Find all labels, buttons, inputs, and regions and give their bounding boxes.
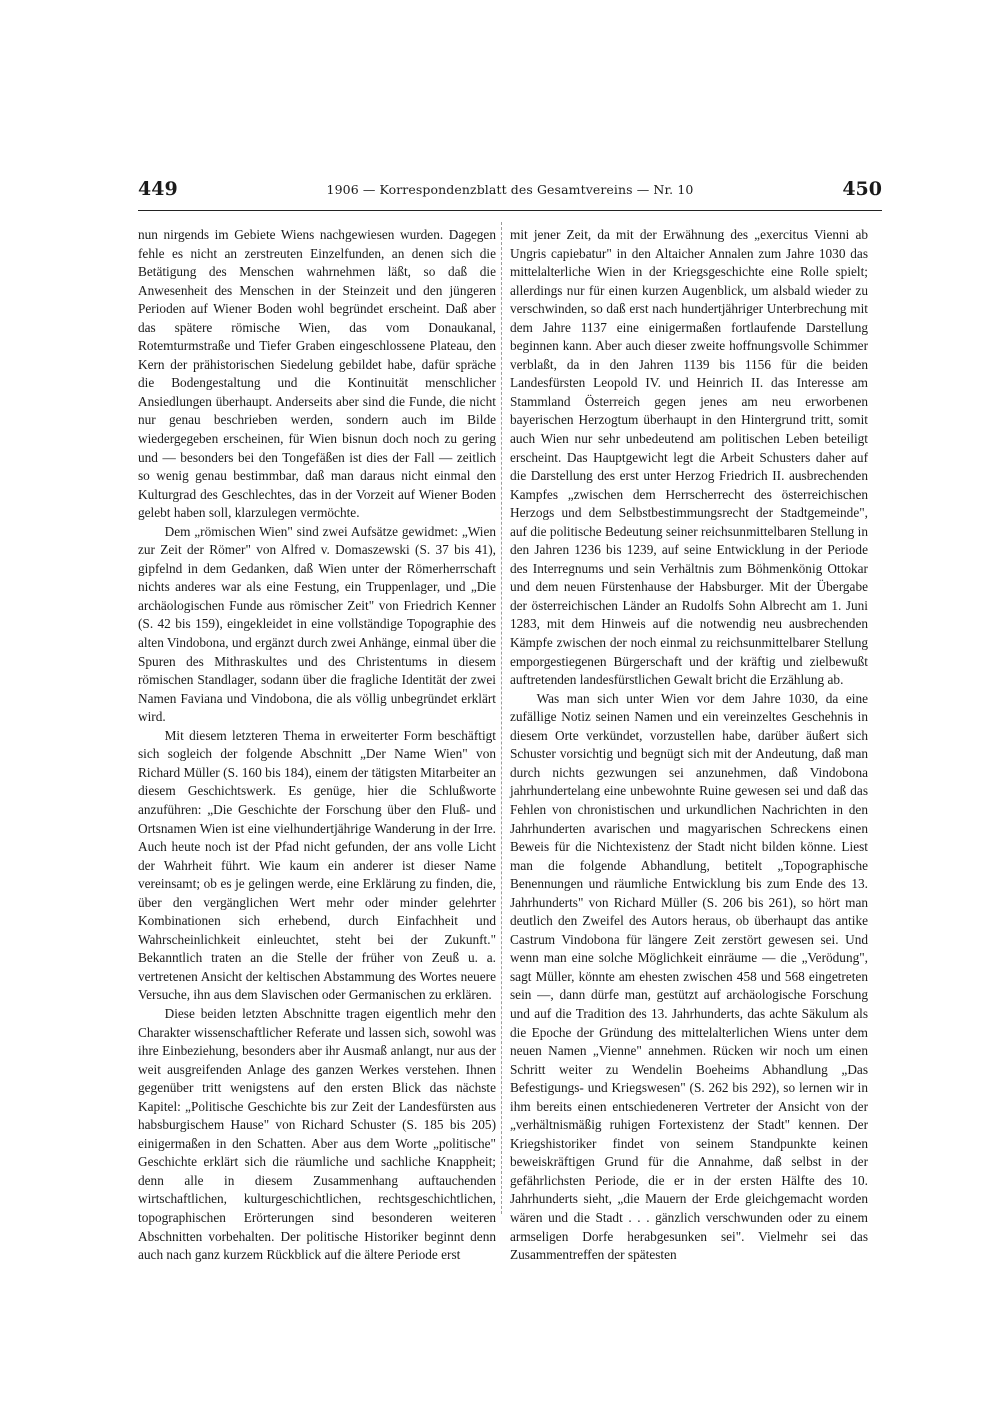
- page-number-right: 450: [842, 178, 882, 200]
- paragraph: mit jener Zeit, da mit der Erwähnung des „exercitus Vienni ab Ungris capiebatur" in den Altaicher Annalen zum Jahre 1030 das mittelalterliche Wien in der Kriegsgeschichte eine Rolle spielt; allerdings nur für einen kurzen Augenblick, um alsbald wieder zu verschwinden, so daß erst nach hundertjähriger Unterbrechung mit dem Jahre 1137 eine einigermaßen fortlaufende Darstellung beginnen kann. Aber auch dieser zweite hoffnungsvolle Schimmer verblaßt, da in den Jahren 1139 bis 1156 für die beiden Landesfürsten Leopold IV. und Heinrich II. das Interesse am Stammland Österreich gegen jenes am neu erworbenen bayerischen Herzogtum überhaupt in den Hintergrund tritt, somit auch Wien nur sehr unbedeutend am politischen Leben beteiligt erscheint. Das Hauptgewicht legt die Arbeit Schusters daher auf die Darstellung des erst unter Herzog Friedrich II. ausbrechenden Kampfes „zwischen dem Herrscherrecht des österreichischen Herzogs und dem Selbstbestimmungsrecht der Stadtgemeinde", auf die politische Bedeutung seiner reichsunmittelbaren Stellung in den Jahren 1236 bis 1239, auf seine Entwicklung in der Periode des Interregnums und sein Verhältnis zum Böhmenkönig Ottokar und dem neuen Fürstenhause der Habsburger. Mit der Übergabe der österreichischen Länder an Rudolfs Sohn Albrecht am 1. Juni 1283, mit dem Hinweis auf die notwendig neu ausbrechenden Kämpfe zwischen der noch einmal zu reichsunmittelbarer Stellung emporgestiegenen Bürgerschaft und der kräftig und zielbewußt auftretenden landesfürstlichen Gewalt bricht die Erzählung ab.: [510, 227, 868, 688]
- right-column: [510, 226, 868, 1265]
- paragraph: Dem „römischen Wien" sind zwei Aufsätze gewidmet: „Wien zur Zeit der Römer" von Alfred v. Domaszewski (S. 37 bis 41), gipfelnd in dem Gedanken, daß Wien unter der Römerherrschaft nichts anderes war als eine Festung, ein Truppenlager, und „Die archäologischen Funde aus römischer Zeit" von Friedrich Kenner (S. 42 bis 159), eingekleidet in eine vollständige Topographie des alten Vindobona, und ergänzt durch zwei Anhänge, einmal über die Spuren des Mithraskultes und des Christentums in diesem römischen Standlager, sodann über die fragliche Identität der zwei Namen Faviana und Vindobona, die als völlig unbegründet erklärt wird.: [138, 523, 496, 725]
- paragraph: Diese beiden letzten Abschnitte tragen eigentlich mehr den Charakter wissenschaftlicher Referate und lassen sich, sowohl was ihre Einbeziehung, besonders aber ihr Ausmaß anlangt, nur aus der weit ausgreifenden Anlage des ganzen Werkes verstehen. Ihnen gegenüber tritt wenigstens auf den ersten Blick das nächste Kapitel: „Politische Geschichte bis zur Zeit der Landesfürsten aus habsburgischem Hause" von Richard Schuster (S. 185 bis 205) einigermaßen in den Schatten. Aber aus dem Worte „politische" Geschichte erklärt sich die räumliche und sachliche Knappheit; denn alle in diesem Zusammenhang auftauchenden wirtschaftlichen, kulturgeschichtlichen, rechtsgeschichtlichen, topographischen Erörterungen sind besonderen weiteren Abschnitten vorbehalten. Der politische Historiker beginnt denn auch nach ganz kurzem Rückblick auf die ältere Periode erst: [138, 1005, 496, 1263]
- column-divider: [501, 222, 502, 1214]
- page-number-left: 449: [138, 178, 178, 200]
- paragraph: Was man sich unter Wien vor dem Jahre 1030, da eine zufällige Notiz seinen Namen und ein vereinzeltes Geschehnis in diesem Orte verkündet, vorzustellen habe, darüber äußert sich Schuster vorsichtig und begnügt sich mit der Andeutung, daß man durch nichts gezwungen sei anzunehmen, daß Vindobona jahrhundertelang eine unbewohnte Ruine gewesen sei und daß das Fehlen von chronistischen und urkundlichen Nachrichten in den Jahrhunderten avarischen und magyarischen Schreckens einen Beweis für die Nichtexistenz der Stadt nicht bilden könne. Liest man die folgende Abhandlung, betitelt „Topographische Benennungen und räumliche Entwicklung bis zum Ende des 13. Jahrhunderts" von Richard Müller (S. 206 bis 261), so hört man deutlich den Zweifel des Autors heraus, ob überhaupt das antike Castrum Vindobona für längere Zeit zerstört gewesen sei. Und wenn man eine solche Möglichkeit einräume — die „Verödung", sagt Müller, könnte am ehesten zwischen 458 und 568 eingetreten sein —, dann dürfe man, gestützt auf archäologische Forschung und auf die Tradition des 13. Jahrhunderts, das achte Säkulum als die Epoche der Gründung des mittelalterlichen Wiens unter dem neuen Namen „Vienne" annehmen. Rücken wir noch um einen Schritt weiter zu Wendelin Boeheims Abhandlung „Das Befestigungs- und Kriegswesen" (S. 262 bis 292), so lernen wir in ihm bereits einen entschiedeneren Vertreter der Ansicht von der „verhältnismäßig ruhigen Fortexistenz der Stadt" kennen. Der Kriegshistoriker findet von seinem Standpunkte keinen beweiskräftigen Grund für die Annahme, daß selbst in der gefährlichsten Periode, die er in der ersten Hälfte des 10. Jahrhunderts sieht, „die Mauern der Erde gleichgemacht worden wären und die Stadt . . . gänzlich verschwunden oder zu einem armseligen Dorfe herabgesunken sei". Vielmehr sei das Zusammentreffen der spätesten: [510, 690, 868, 1263]
- left-column: [138, 226, 496, 1265]
- paragraph: Mit diesem letzteren Thema in erweiterter Form beschäftigt sich sogleich der folgende Abschnitt „Der Name Wien" von Richard Müller (S. 160 bis 184), einem der tätigsten Mitarbeiter an diesem Geschichtswerk. Es genüge, hier die Schlußworte anzuführen: „Die Geschichte der Forschung über den Fluß- und Ortsnamen Wien ist eine vielhundertjährige Wanderung in der Irre. Auch heute noch ist der Pfad nicht gefunden, der ans volle Licht der Wahrheit führt. Wie kaum ein anderer ist dieser Name vereinsamt; ob es je gelingen werde, eine Erklärung zu finden, die, über den vergänglichen Wert mehr oder minder gelehrter Kombinationen sich erhebend, durch Einfachheit und Wahrscheinlichkeit einleuchtet, steht bei der Zukunft." Bekanntlich traten an die Stelle der früher von Zeuß u. a. vertretenen Ansicht der keltischen Abstammung des Wortes neuere Versuche, ihn aus dem Slavischen oder Germanischen zu erklären.: [138, 727, 496, 1003]
- paragraph: nun nirgends im Gebiete Wiens nachgewiesen wurden. Dagegen fehle es nicht an zerstreuten Einzelfunden, an denen sich die Betätigung des Menschen wahrnehmen läßt, so daß die Anwesenheit des Menschen in der Steinzeit und den jüngeren Perioden auf Wiener Boden wohl begründet erscheint. Daß aber das spätere römische Wien, das vom Donaukanal, Rotemturmstraße und Tiefer Graben eingeschlossene Plateau, den Kern der prähistorischen Siedelung gebildet habe, dafür spräche die Bodengestaltung und die Kontinuität menschlicher Ansiedlungen überhaupt. Anderseits aber sind die Funde, die nicht nur genau beschrieben werden, sondern auch im Bilde wiedergegeben erscheinen, für Wien bisnun doch noch zu gering und — besonders bei den Tongefäßen ist dies der Fall — zeitlich so wenig genau bestimmbar, daß man daraus nicht einmal den Kulturgrad des Geschlechtes, das in der Vorzeit auf Wiener Boden gelebt haben soll, klarzulegen vermöchte.: [138, 227, 496, 521]
- running-head-title: 1906 — Korrespondenzblatt des Gesamtvereins — Nr. 10: [326, 182, 694, 197]
- running-header: [138, 176, 882, 211]
